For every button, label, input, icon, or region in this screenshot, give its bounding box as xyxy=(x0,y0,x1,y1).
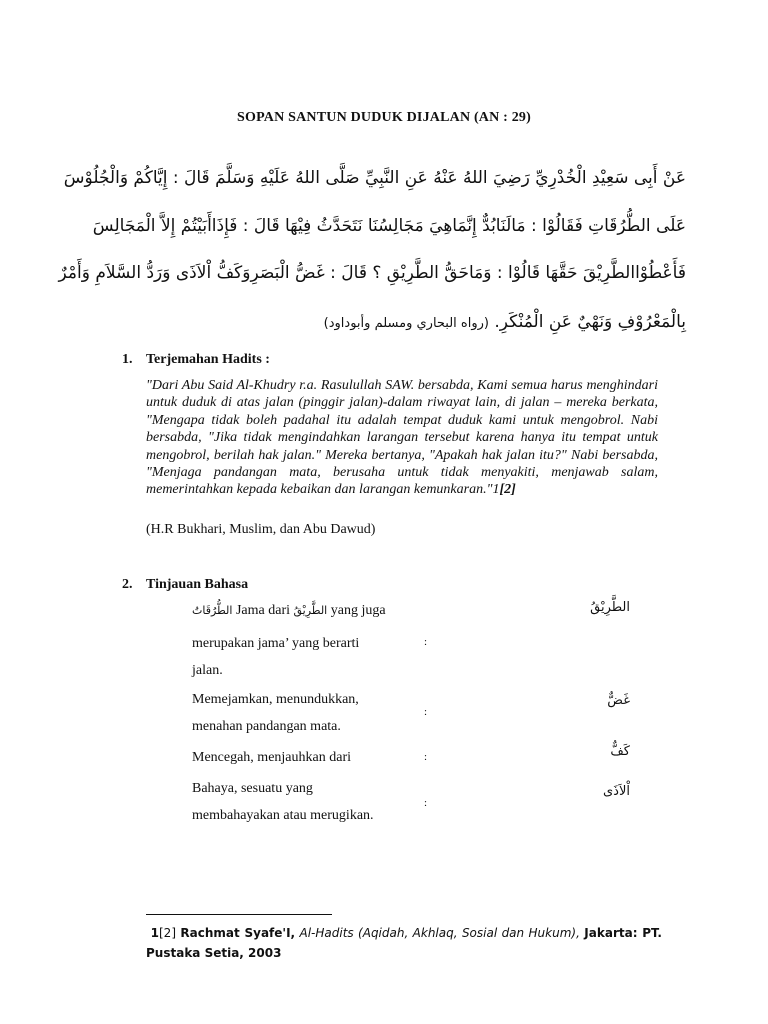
vocab-row-1-text-b: yang juga xyxy=(330,603,386,618)
hadith-arabic-line-3: فَأَعْطُوْاالطَّرِيْقَ حَقَّهَا قَالُوْا : وَمَاحَقُّ الطَّرِيْقِ ؟ قَالَ : غَضُّ الْبَصَرِوَكَفُّ اْلاَذَى وَرَدُّ السَّلاَمِ وَأَمْرٌ xyxy=(58,263,686,283)
section-1-number: 1. xyxy=(122,352,133,367)
hadith-translation xyxy=(146,377,658,499)
vocab-row-2-text xyxy=(192,686,402,740)
vocab-row-4-colon: : xyxy=(424,797,428,809)
footnote xyxy=(146,923,662,963)
hadith-reference: (رواه البحاري ومسلم وأبوداود) xyxy=(323,316,489,331)
hadith-arabic-line-4 xyxy=(316,310,686,336)
hadith-arabic-text: بِالْمَعْرُوْفِ وَنَهْيٌ عَنِ الْمُنْكَرِ. xyxy=(494,312,686,332)
vocab-row-4-text xyxy=(192,775,402,829)
section-2-number: 2. xyxy=(122,577,133,592)
footnote-number xyxy=(146,923,176,943)
footnote-ref: [2] xyxy=(159,926,176,940)
vocab-row-1-text xyxy=(192,597,402,684)
footnote-publisher: Jakarta: PT. Pustaka Setia, 2003 xyxy=(146,926,662,960)
section-2-heading xyxy=(122,577,248,593)
section-1-title: Terjemahan Hadits : xyxy=(146,352,270,367)
vocab-row-2-colon: : xyxy=(424,706,428,718)
section-2-title: Tinjauan Bahasa xyxy=(146,577,249,592)
vocab-row-2-line-1: Memejamkan, menundukkan, xyxy=(192,692,359,707)
vocab-row-4-arabic: اْلاَذَى xyxy=(603,784,630,799)
vocab-row-1-arabic: الطَّرِيْقُ xyxy=(590,600,630,615)
page-title: SOPAN SANTUN DUDUK DIJALAN (AN : 29) xyxy=(237,110,531,125)
footnote-author: Rachmat Syafe'I, xyxy=(180,926,296,940)
footnote-book: Al-Hadits (Aqidah, Akhlaq, Sosial dan Hukum), xyxy=(299,926,580,940)
hadith-source: (H.R Bukhari, Muslim, dan Abu Dawud) xyxy=(146,522,376,537)
hadith-arabic-line-2: عَلَى الطُّرُقَاتِ فَقَالُوْا : مَالَنَابُدٌّ إِنَّمَاهِيَ مَجَالِسُنَا نَتَحَدَّثُ فِيْهَا قَالَ : فَإِذَاأَبَيْتُمْ إِلاَّ الْمَجَالِسَ xyxy=(92,216,686,236)
vocab-row-3-text xyxy=(192,744,402,771)
vocab-row-1-inline-arabic-2: الطَّرِيْقُ xyxy=(293,604,328,617)
vocab-row-1-inline-arabic-1: الطُّرُقَاتُ xyxy=(192,604,233,617)
translation-footnote-ref: [2] xyxy=(499,482,516,498)
vocab-row-1-line-1 xyxy=(192,597,402,624)
vocab-row-1-colon: : xyxy=(424,636,428,648)
vocab-row-1-line-2: merupakan jama’ yang berarti xyxy=(192,636,360,651)
vocab-row-1-line-3: jalan. xyxy=(192,663,223,678)
vocab-row-4-line-2: membahayakan atau merugikan. xyxy=(192,808,374,823)
hadith-arabic-line-1: عَنْ أَبِى سَعِيْدِ الْخُدْرِيِّ رَضِيَ اللهُ عَنْهُ عَنِ النَّبِيِّ صَلَّى اللهُ عَلَيْهِ وَسَلَّمَ قَالَ : إِيَّاكُمْ وَالْجُلُوْسَ xyxy=(63,168,686,188)
translation-text: "Dari Abu Said Al-Khudry r.a. Rasulullah SAW. bersabda, Kami semua harus menghindari untuk duduk di atas jalan (pinggir jalan)-dalam riwayat lain, di jalan – mereka berkata, "Mengapa tidak boleh padahal itu adalah tempat duduk kami untuk mengobrol. Nabi bersabda, "Jika tidak mengindahkan larangan tersebut karena hanya itu tempat untuk mengobrol, berilah hak jalan." Mereka bertanya, "Apakah hak jalan itu?" Nabi bersabda, "Menjaga pandangan mata, berusaha untuk tidak menyakiti, menjawab salam, memerintahkan kepada kebaikan dan larangan kemunkaran."1 xyxy=(146,378,658,498)
vocab-row-2-line-2: menahan pandangan mata. xyxy=(192,719,341,734)
vocab-row-3-line-1: Mencegah, menjauhkan dari xyxy=(192,750,351,765)
section-1-heading xyxy=(122,352,270,368)
vocab-row-3-colon: : xyxy=(424,751,428,763)
footnote-separator xyxy=(146,914,332,915)
vocab-row-3-arabic: كَفٌّ xyxy=(610,744,630,759)
vocab-row-2-arabic: غَضٌّ xyxy=(607,693,630,708)
vocab-row-4-line-1: Bahaya, sesuatu yang xyxy=(192,781,313,796)
footnote-number-value: 1 xyxy=(150,926,159,940)
vocab-row-1-text-a: Jama dari xyxy=(235,603,290,618)
